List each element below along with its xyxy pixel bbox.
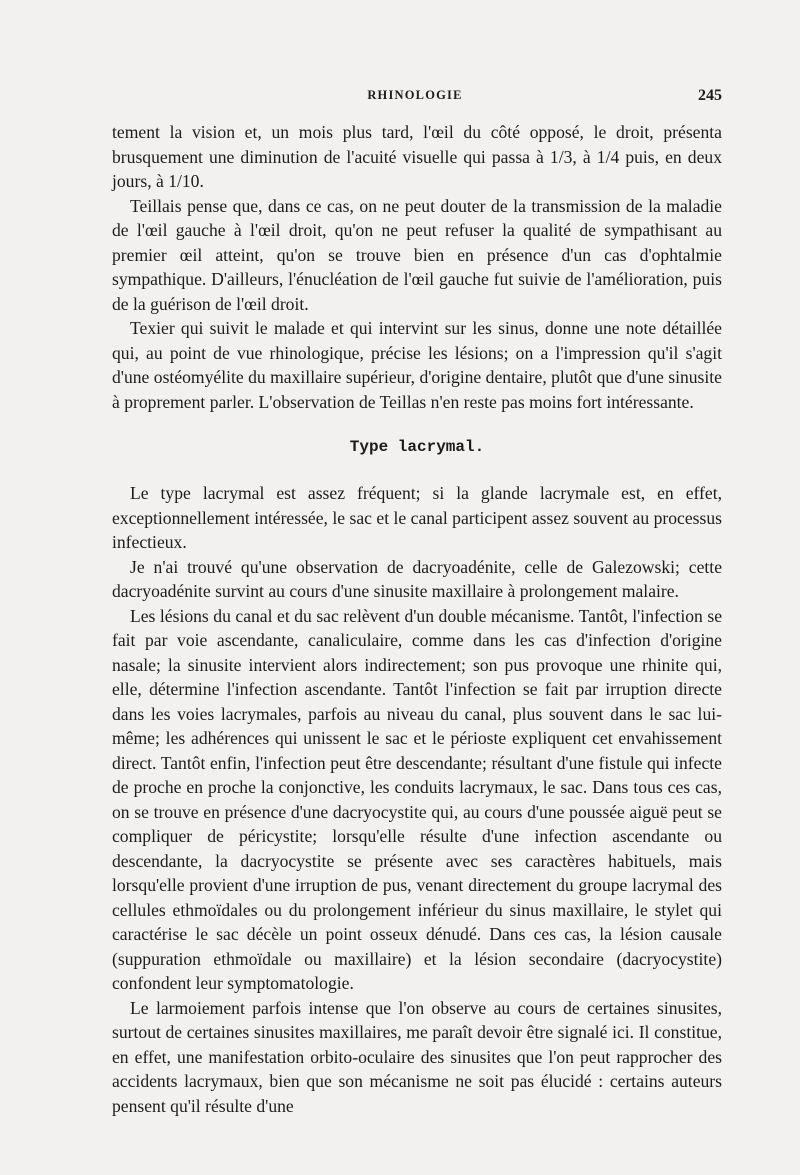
paragraph: Texier qui suivit le malade et qui intervint sur les sinus, donne une note détaillée qui, au point de vue rhinologique, précise les lésions; on a l'impression qu'il s'agit d'une ostéomyélite du maxillaire supérieur, d'origine dentaire, plutôt que d'une sinusite à proprement parler. L'observation de Teillas n'en reste pas moins fort intéressante. (112, 318, 722, 412)
paragraph: Je n'ai trouvé qu'une observation de dacryoadénite, celle de Galezowski; cette dacryoadénite survint au cours d'une sinusite maxillaire à prolongement malaire. (112, 556, 722, 601)
paragraph: Le larmoiement parfois intense que l'on observe au cours de certaines sinusites, surtout de certaines sinusites maxillaires, me paraît devoir être signalé ici. Il constitue, en effet, une manifestation orbito-oculaire des sinusites que l'on peut rapprocher des accidents lacrymaux, bien que son mécanisme ne soit pas élucidé : certains auteurs pensent qu'il résulte d'une (112, 997, 722, 1116)
page-body (112, 120, 722, 1118)
paragraph: Le type lacrymal est assez fréquent; si la glande lacrymale est, en effet, exceptionnellement intéressée, le sac et le canal participent assez souvent au processus infectieux. (112, 483, 722, 552)
paragraph: Les lésions du canal et du sac relèvent d'un double mécanisme. Tantôt, l'infection se fait par voie ascendante, canaliculaire, comme dans les cas d'infection d'origine nasale; la sinusite intervient alors indirectement; son pus provoque une rhinite qui, elle, détermine l'infection ascendante. Tantôt l'infection se fait par irruption directe dans les voies lacrymales, parfois au niveau du canal, plus souvent dans le sac lui-même; les adhérences qui unissent le sac et le périoste expliquent cet envahissement direct. Tantôt enfin, l'infection peut être descendante; résultant d'une fistule qui infecte de proche en proche la conjonctive, les conduits lacrymaux, le sac. Dans tous ces cas, on se trouve en présence d'une dacryocystite qui, au cours d'une poussée aiguë peut se compliquer de péricystite; lorsqu'elle résulte d'une infection ascendante ou descendante, la dacryocystite se présente avec ses caractères habituels, mais lorsqu'elle provient d'une irruption de pus, venant directement du groupe lacrymal des cellules ethmoïdales ou du prolongement inférieur du sinus maxillaire, le stylet qui caractérise le sac décèle un point osseux dénudé. Dans ces cas, la lésion causale (suppuration ethmoïdale ou maxillaire) et la lésion secondaire (dacryocystite) confondent leur symptomatologie. (112, 605, 722, 993)
page-number: 245 (698, 87, 722, 104)
section-title: Type lacrymal. (349, 438, 485, 456)
paragraph: Teillais pense que, dans ce cas, on ne peut douter de la transmission de la maladie de l'œil gauche à l'œil droit, qu'on ne peut refuser la qualité de sympathisant au premier œil atteint, qu'on se trouve bien en présence d'un cas d'ophtalmie sympathique. D'ailleurs, l'énucléation de l'œil gauche fut suivie de l'amélioration, puis de la guérison de l'œil droit. (112, 195, 722, 314)
running-head: RHINOLOGIE (367, 88, 463, 102)
paragraph: tement la vision et, un mois plus tard, l'œil du côté opposé, le droit, présenta brusquement une diminution de l'acuité visuelle qui passa à 1/3, à 1/4 puis, en deux jours, à 1/10. (112, 122, 722, 191)
page-header (108, 88, 722, 112)
